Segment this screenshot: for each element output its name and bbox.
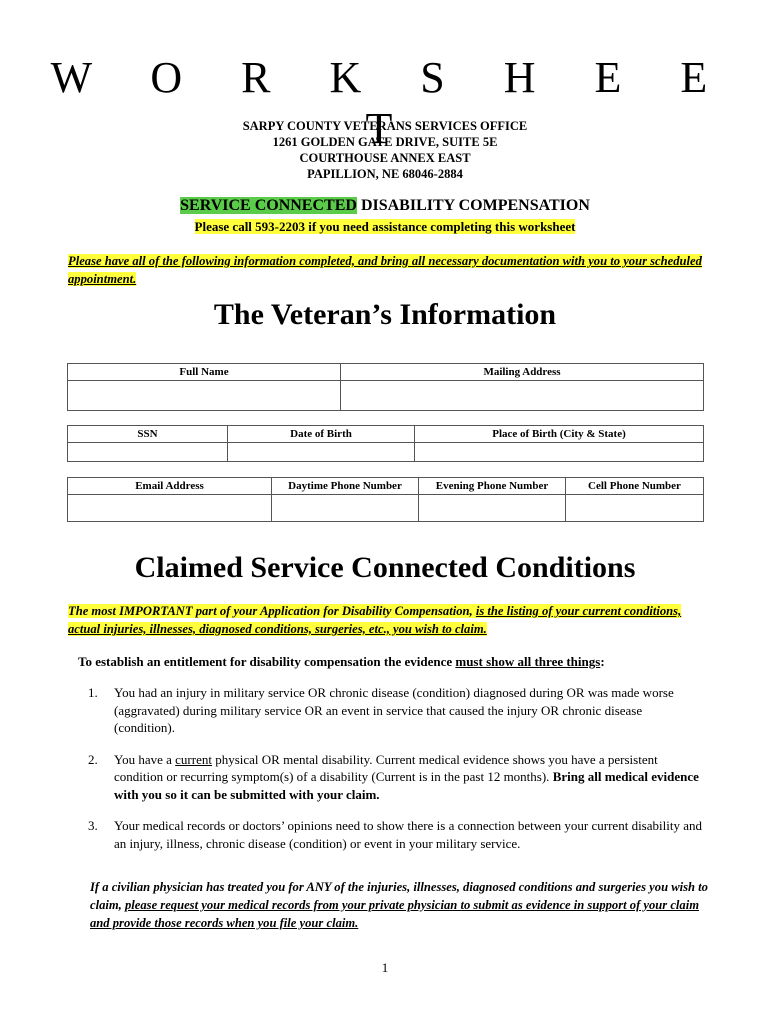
entitlement-lead: To establish an entitlement for disability compensation the evidence (78, 654, 456, 669)
list-item-number: 2. (88, 751, 98, 767)
service-title-highlight: SERVICE CONNECTED (180, 197, 357, 214)
veteran-info-heading: The Veteran’s Information (213, 298, 557, 331)
ssn-field[interactable] (68, 443, 228, 462)
list-item (64, 684, 704, 737)
three-things-list (64, 684, 704, 866)
full-name-label: Full Name (68, 364, 341, 381)
full-name-field[interactable] (68, 381, 341, 411)
date-of-birth-label: Date of Birth (228, 426, 415, 443)
list-item-text-bold: Bring all medical evidence with you so it can be submitted with your claim. (114, 769, 699, 802)
daytime-phone-label: Daytime Phone Number (272, 478, 419, 495)
worksheet-title: W O R K S H E E T (50, 53, 732, 153)
office-name: SARPY COUNTY VETERANS SERVICES OFFICE (242, 119, 528, 133)
email-address-label: Email Address (68, 478, 272, 495)
important-notice-emphasis: is the listing of your current conditions, actual injuries, illnesses, diagnosed conditions, surgeries, etc., you wish to claim. (68, 604, 682, 636)
office-building: COURTHOUSE ANNEX EAST (299, 151, 471, 165)
list-item (64, 817, 704, 852)
appointment-notice-text: Please have all of the following information completed, and bring all necessary documentation with you to your scheduled appointment. (68, 254, 702, 286)
list-item-text: Your medical records or doctors’ opinions need to show there is a connection between your current disability and an injury, illness, chronic disease (condition) or event in your military service. (114, 818, 702, 851)
list-item-number: 1. (88, 685, 98, 700)
office-address-block (0, 118, 770, 182)
claimed-conditions-heading: Claimed Service Connected Conditions (134, 551, 636, 584)
list-item-text-lead: You have a (114, 751, 176, 767)
email-address-field[interactable] (68, 495, 272, 522)
mailing-address-field[interactable] (341, 381, 704, 411)
office-street: 1261 GOLDEN GATE DRIVE, SUITE 5E (272, 135, 498, 149)
ssn-label: SSN (68, 426, 228, 443)
important-notice (68, 602, 708, 638)
evening-phone-field[interactable] (419, 495, 566, 522)
veteran-info-table-contact (67, 477, 704, 522)
service-title (0, 197, 770, 215)
assistance-call-text: Please call 593-2203 if you need assistance completing this worksheet (194, 219, 576, 234)
cell-phone-field[interactable] (566, 495, 704, 522)
list-item-text: You had an injury in military service OR chronic disease (condition) diagnosed during OR was made worse (aggravated) during military service OR an event in service that caused the injury OR chronic disease (condition). (114, 685, 674, 735)
cell-phone-label: Cell Phone Number (566, 478, 704, 495)
entitlement-emphasis: must show all three things (455, 654, 601, 669)
civilian-physician-notice (90, 878, 710, 932)
list-item (64, 751, 704, 804)
assistance-call-line (0, 219, 770, 235)
civilian-notice-emphasis: please request your medical records from your private physician to submit as evidence in support of your claim and provide those records when you file your claim. (90, 898, 700, 930)
list-item-number: 3. (88, 818, 98, 833)
evening-phone-label: Evening Phone Number (419, 478, 566, 495)
appointment-notice (68, 252, 708, 288)
place-of-birth-field[interactable] (415, 443, 704, 462)
office-city: PAPILLION, NE 68046-2884 (307, 167, 463, 181)
place-of-birth-label: Place of Birth (City & State) (415, 426, 704, 443)
service-title-rest: DISABILITY COMPENSATION (356, 197, 590, 214)
daytime-phone-field[interactable] (272, 495, 419, 522)
veteran-info-table-names (67, 363, 704, 411)
important-notice-lead: The most IMPORTANT part of your Application for Disability Compensation, (68, 604, 476, 618)
list-item-text-body: physical OR mental disability. Current medical evidence shows you have a persistent condition or recurring symptom(s) of a disability (Current is in the past 12 months). (114, 751, 658, 784)
civilian-notice-lead: If a civilian physician has treated you for ANY of the injuries, illnesses, diagnosed conditions and surgeries you wish to claim, (90, 880, 708, 912)
veteran-info-table-birth (67, 425, 704, 462)
list-item-text-current: current (175, 751, 212, 767)
date-of-birth-field[interactable] (228, 443, 415, 462)
entitlement-statement (78, 654, 718, 670)
page-number: 1 (381, 960, 389, 975)
entitlement-colon: : (600, 654, 605, 669)
mailing-address-label: Mailing Address (341, 364, 704, 381)
